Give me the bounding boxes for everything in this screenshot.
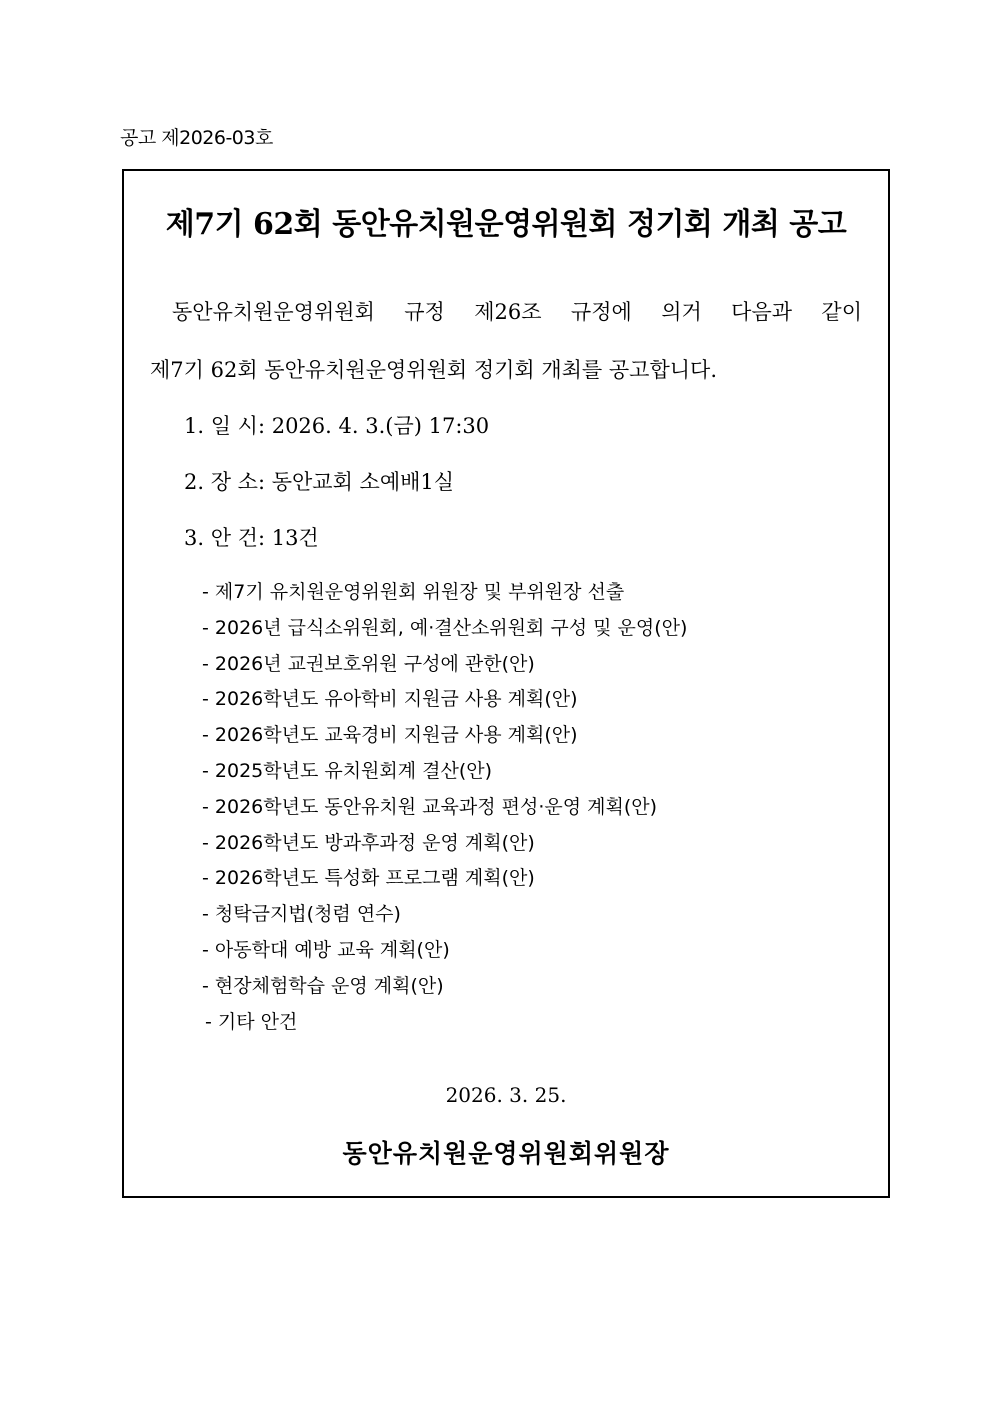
agenda-item: - 2025학년도 유치원회계 결산(안) (202, 759, 493, 782)
agenda-item: - 현장체험학습 운영 계획(안) (202, 974, 444, 997)
notice-frame (122, 169, 890, 1198)
notice-date: 2026. 3. 25. (445, 1083, 567, 1107)
agenda-item: - 2026학년도 유아학비 지원금 사용 계획(안) (202, 688, 578, 711)
meeting-place: 2. 장 소: 동안교회 소예배1실 (184, 470, 455, 494)
agenda-item: - 아동학대 예방 교육 계획(안) (202, 938, 450, 961)
notice-title: 제7기 62회 동안유치원운영위원회 정기회 개최 공고 (165, 207, 847, 242)
agenda-item: - 2026학년도 방과후과정 운영 계획(안) (202, 831, 535, 854)
intro-line-2: 제7기 62회 동안유치원운영위원회 정기회 개최를 공고합니다. (150, 358, 717, 382)
agenda-item: - 2026학년도 교육경비 지원금 사용 계획(안) (202, 724, 578, 747)
agenda-item: - 기타 안건 (205, 1010, 298, 1033)
meeting-datetime: 1. 일 시: 2026. 4. 3.(금) 17:30 (184, 414, 490, 438)
agenda-item: - 2026년 교권보호위원 구성에 관한(안) (202, 652, 535, 675)
agenda-item: - 2026년 급식소위원회, 예·결산소위원회 구성 및 운영(안) (202, 616, 688, 639)
signer: 동안유치원운영위원회위원장 (342, 1139, 670, 1168)
intro-line-1: 동안유치원운영위원회 규정 제26조 규정에 의거 다음과 같이 (172, 300, 862, 324)
notice-number: 공고 제2026-03호 (120, 127, 273, 149)
agenda-item: - 제7기 유치원운영위원회 위원장 및 부위원장 선출 (202, 581, 625, 603)
agenda-list (202, 575, 687, 1040)
agenda-item: - 청탁금지법(청렴 연수) (202, 903, 401, 926)
meeting-items-count: 3. 안 건: 13건 (184, 526, 319, 550)
agenda-item: - 2026학년도 특성화 프로그램 계획(안) (202, 867, 535, 890)
agenda-item: - 2026학년도 동안유치원 교육과정 편성·운영 계획(안) (202, 795, 657, 818)
